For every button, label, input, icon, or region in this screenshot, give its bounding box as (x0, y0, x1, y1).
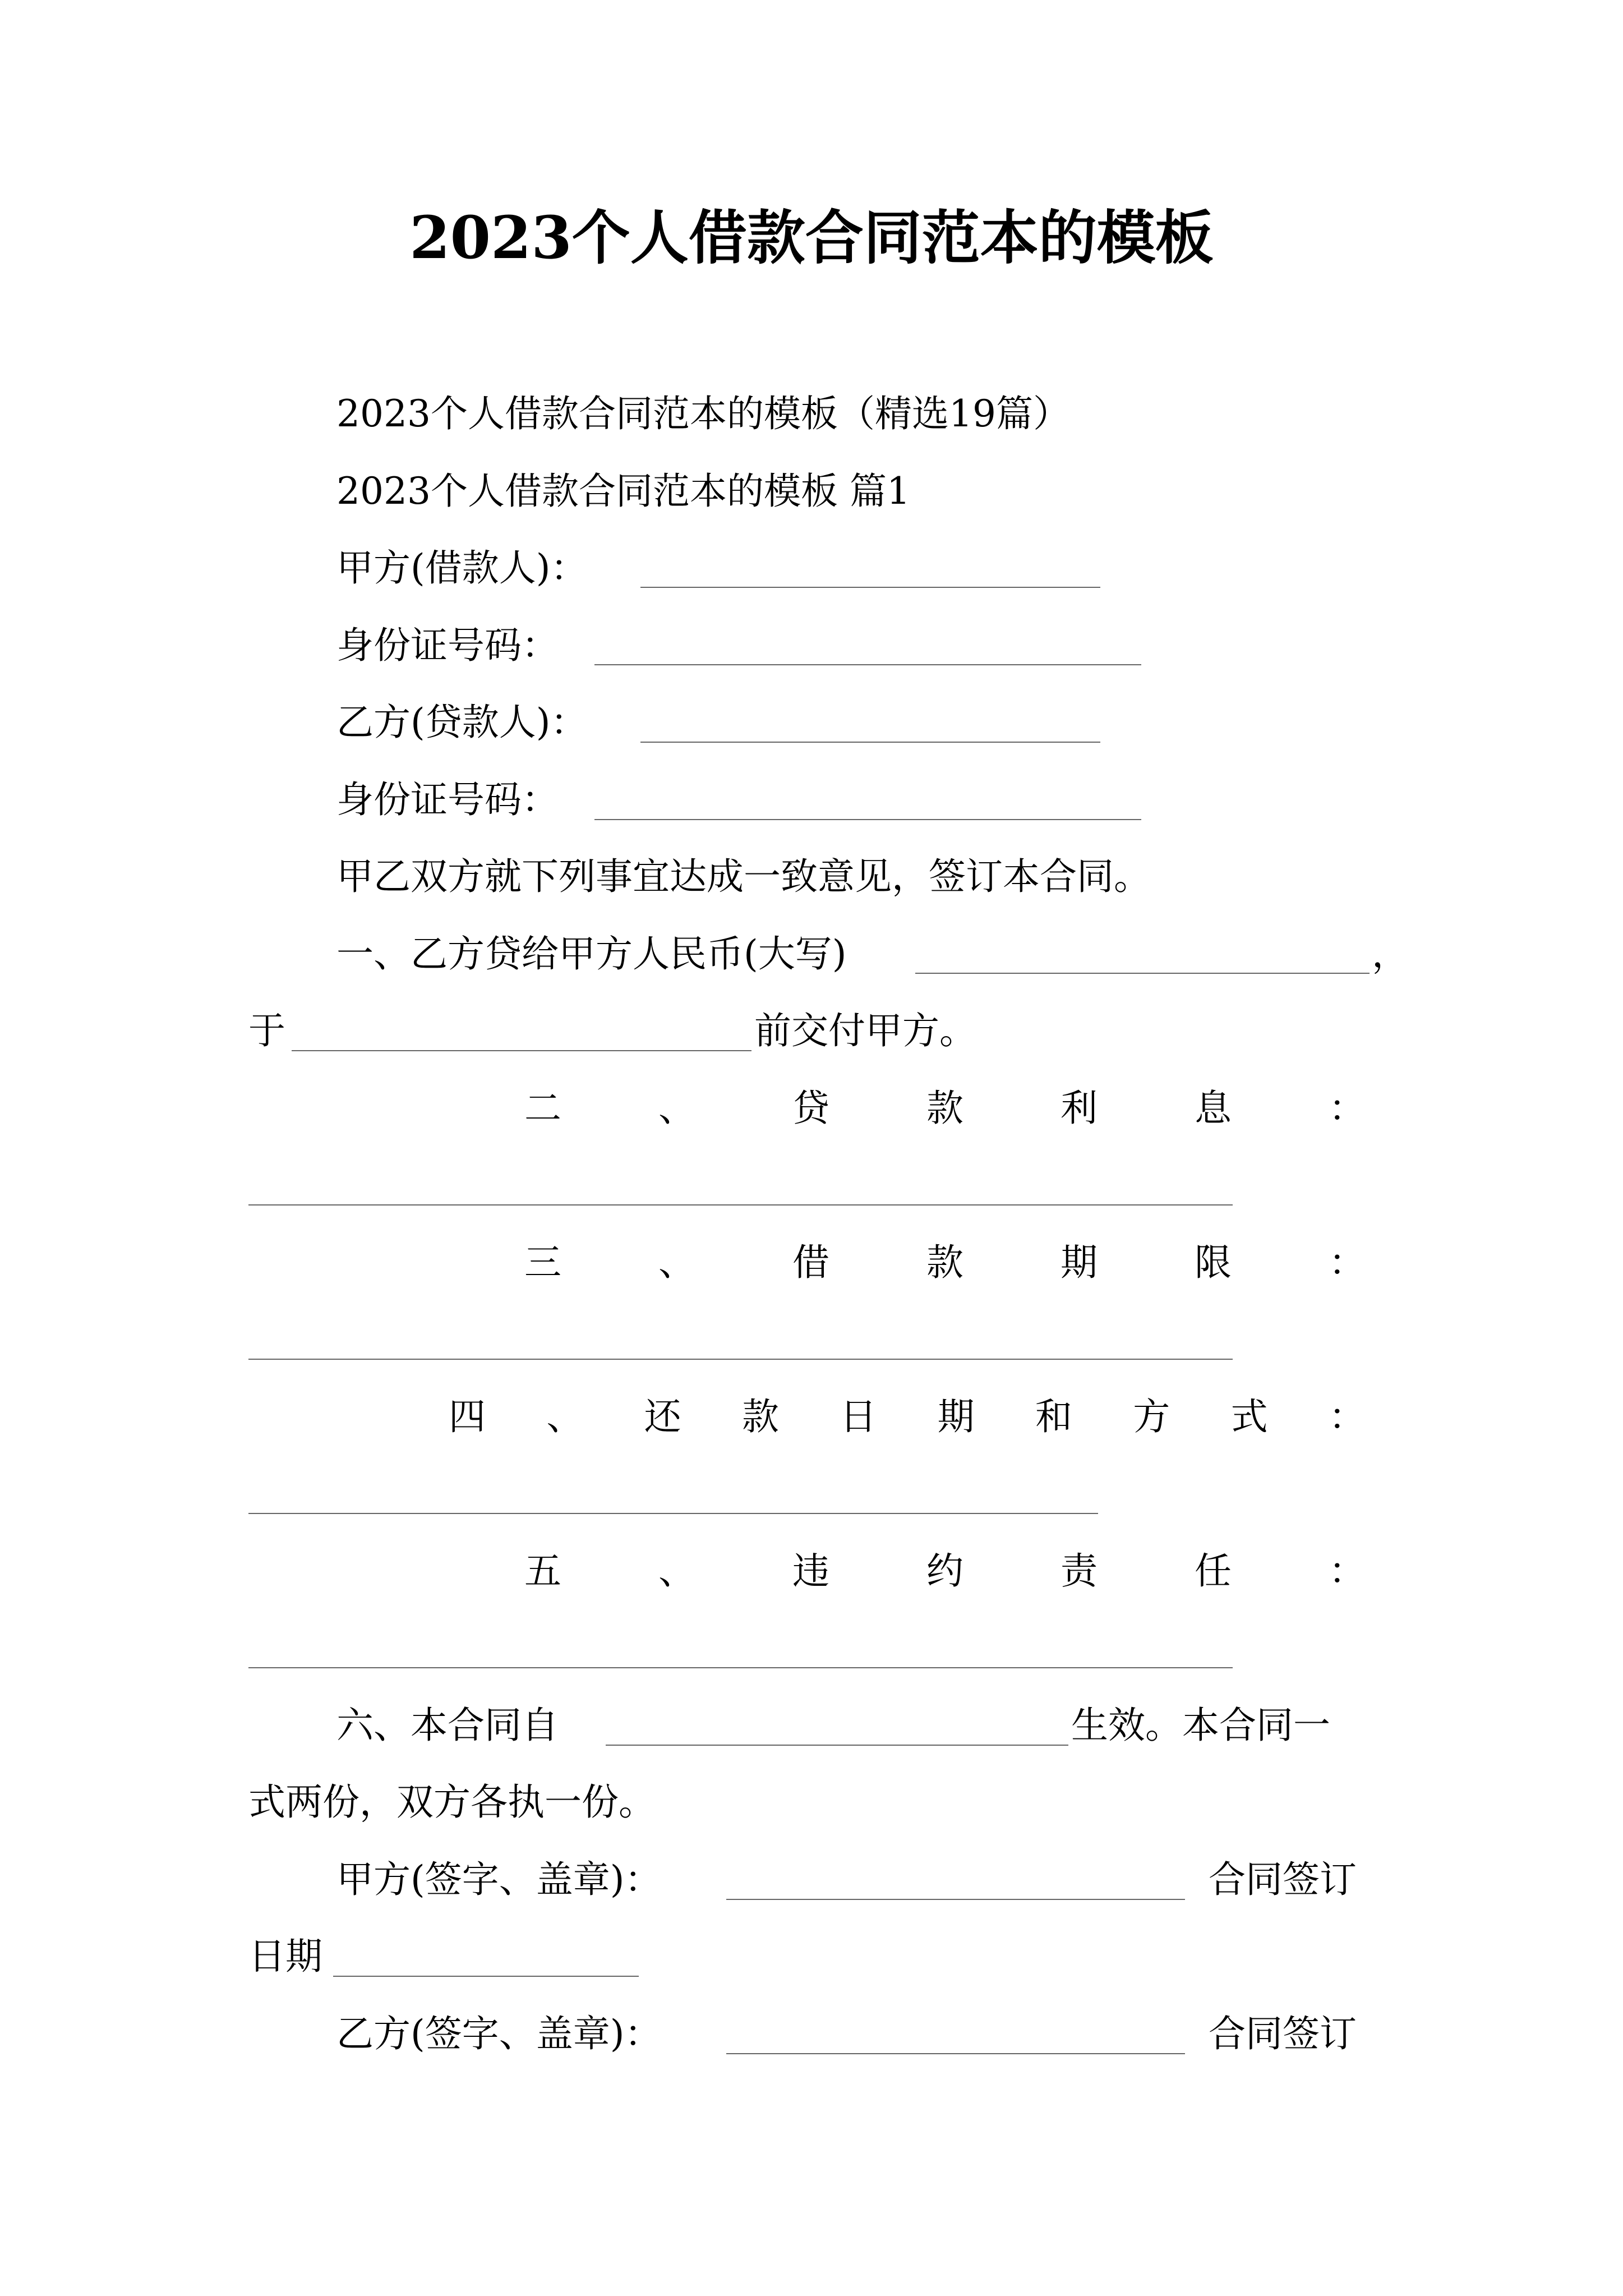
party-b-label: 乙方(贷款人)： (336, 701, 588, 744)
sign-b-date-label: 合同签订 (1209, 2012, 1357, 2055)
sign-a-blank (726, 1899, 1185, 1900)
clause-1-date-suffix: 前交付甲方。 (754, 1009, 976, 1052)
clause-5-char: 约 (926, 1549, 963, 1593)
clause-1-date-prefix: 于 (248, 1009, 285, 1052)
intro-line: 2023个人借款合同范本的模板（精选19篇） (336, 392, 1070, 435)
clause-4-char: 方 (1133, 1395, 1170, 1438)
clause-5-char: 违 (792, 1549, 829, 1593)
clause-3-heading (524, 1241, 1366, 1284)
clause-5-char: 责 (1061, 1549, 1098, 1593)
clause-6-suffix: 生效。本合同一 (1071, 1704, 1330, 1747)
clause-1-date-blank (292, 1050, 751, 1051)
clause-6-prefix: 六、本合同自 (336, 1704, 559, 1747)
clause-3-char: 借 (792, 1241, 829, 1284)
clause-2-char: 息 (1195, 1087, 1232, 1130)
party-a-label: 甲方(借款人)： (336, 546, 588, 590)
clause-2-blank (248, 1204, 1233, 1205)
clause-4-char: 四 (449, 1395, 486, 1438)
clause-5-char: 五 (524, 1549, 561, 1593)
sign-a-date-label: 合同签订 (1209, 1858, 1357, 1901)
party-a-blank (640, 587, 1100, 588)
clause-2-char: 二 (524, 1087, 561, 1130)
clause-3-char: 期 (1061, 1241, 1098, 1284)
clause-4-char: 、 (546, 1395, 584, 1438)
clause-1-amount-blank (915, 973, 1370, 974)
clause-6-continuation: 式两份，双方各执一份。 (248, 1780, 656, 1824)
id-label-a: 身份证号码： (336, 624, 559, 667)
clause-4-char: ： (1328, 1395, 1366, 1438)
clause-2-heading (524, 1087, 1366, 1130)
clause-5-char: 、 (658, 1549, 695, 1593)
clause-2-char: 利 (1061, 1087, 1098, 1130)
clause-5-char: ： (1329, 1549, 1366, 1593)
clause-4-char: 期 (937, 1395, 975, 1438)
clause-4-char: 式 (1230, 1395, 1268, 1438)
document-title: 2023个人借款合同范本的模板 (409, 203, 1214, 272)
party-b-blank (640, 742, 1100, 743)
sign-a-label: 甲方(签字、盖章)： (336, 1858, 662, 1901)
clause-4-char: 款 (741, 1395, 779, 1438)
clause-4-heading (449, 1395, 1366, 1438)
clause-4-char: 和 (1035, 1395, 1072, 1438)
clause-4-char: 还 (644, 1395, 681, 1438)
clause-3-char: 、 (658, 1241, 695, 1284)
clause-2-char: 款 (926, 1087, 963, 1130)
sign-b-label: 乙方(签字、盖章)： (336, 2012, 662, 2055)
agreement-line: 甲乙双方就下列事宜达成一致意见，签订本合同。 (336, 855, 1151, 898)
clause-1-comma: ， (1372, 932, 1409, 976)
clause-5-char: 任 (1195, 1549, 1232, 1593)
clause-5-blank (248, 1667, 1233, 1668)
clause-3-char: ： (1329, 1241, 1366, 1284)
clause-3-char: 款 (926, 1241, 963, 1284)
id-label-b: 身份证号码： (336, 778, 559, 821)
id-a-blank (594, 664, 1141, 665)
id-b-blank (594, 819, 1141, 820)
clause-2-char: 、 (658, 1087, 695, 1130)
clause-4-char: 日 (840, 1395, 877, 1438)
clause-3-char: 三 (524, 1241, 561, 1284)
clause-2-char: 贷 (792, 1087, 829, 1130)
part-heading: 2023个人借款合同范本的模板 篇1 (336, 470, 910, 513)
clause-5-heading (524, 1549, 1366, 1593)
clause-2-char: ： (1329, 1087, 1366, 1130)
clause-3-char: 限 (1195, 1241, 1232, 1284)
clause-1-label: 一、乙方贷给甲方人民币(大写) (336, 932, 847, 976)
sign-a-date-blank (333, 1976, 639, 1977)
clause-6-blank (606, 1745, 1068, 1746)
clause-3-blank (248, 1359, 1233, 1360)
sign-b-blank (726, 2053, 1185, 2054)
sign-a-date-continuation: 日期 (248, 1935, 322, 1978)
clause-4-blank (248, 1513, 1098, 1514)
